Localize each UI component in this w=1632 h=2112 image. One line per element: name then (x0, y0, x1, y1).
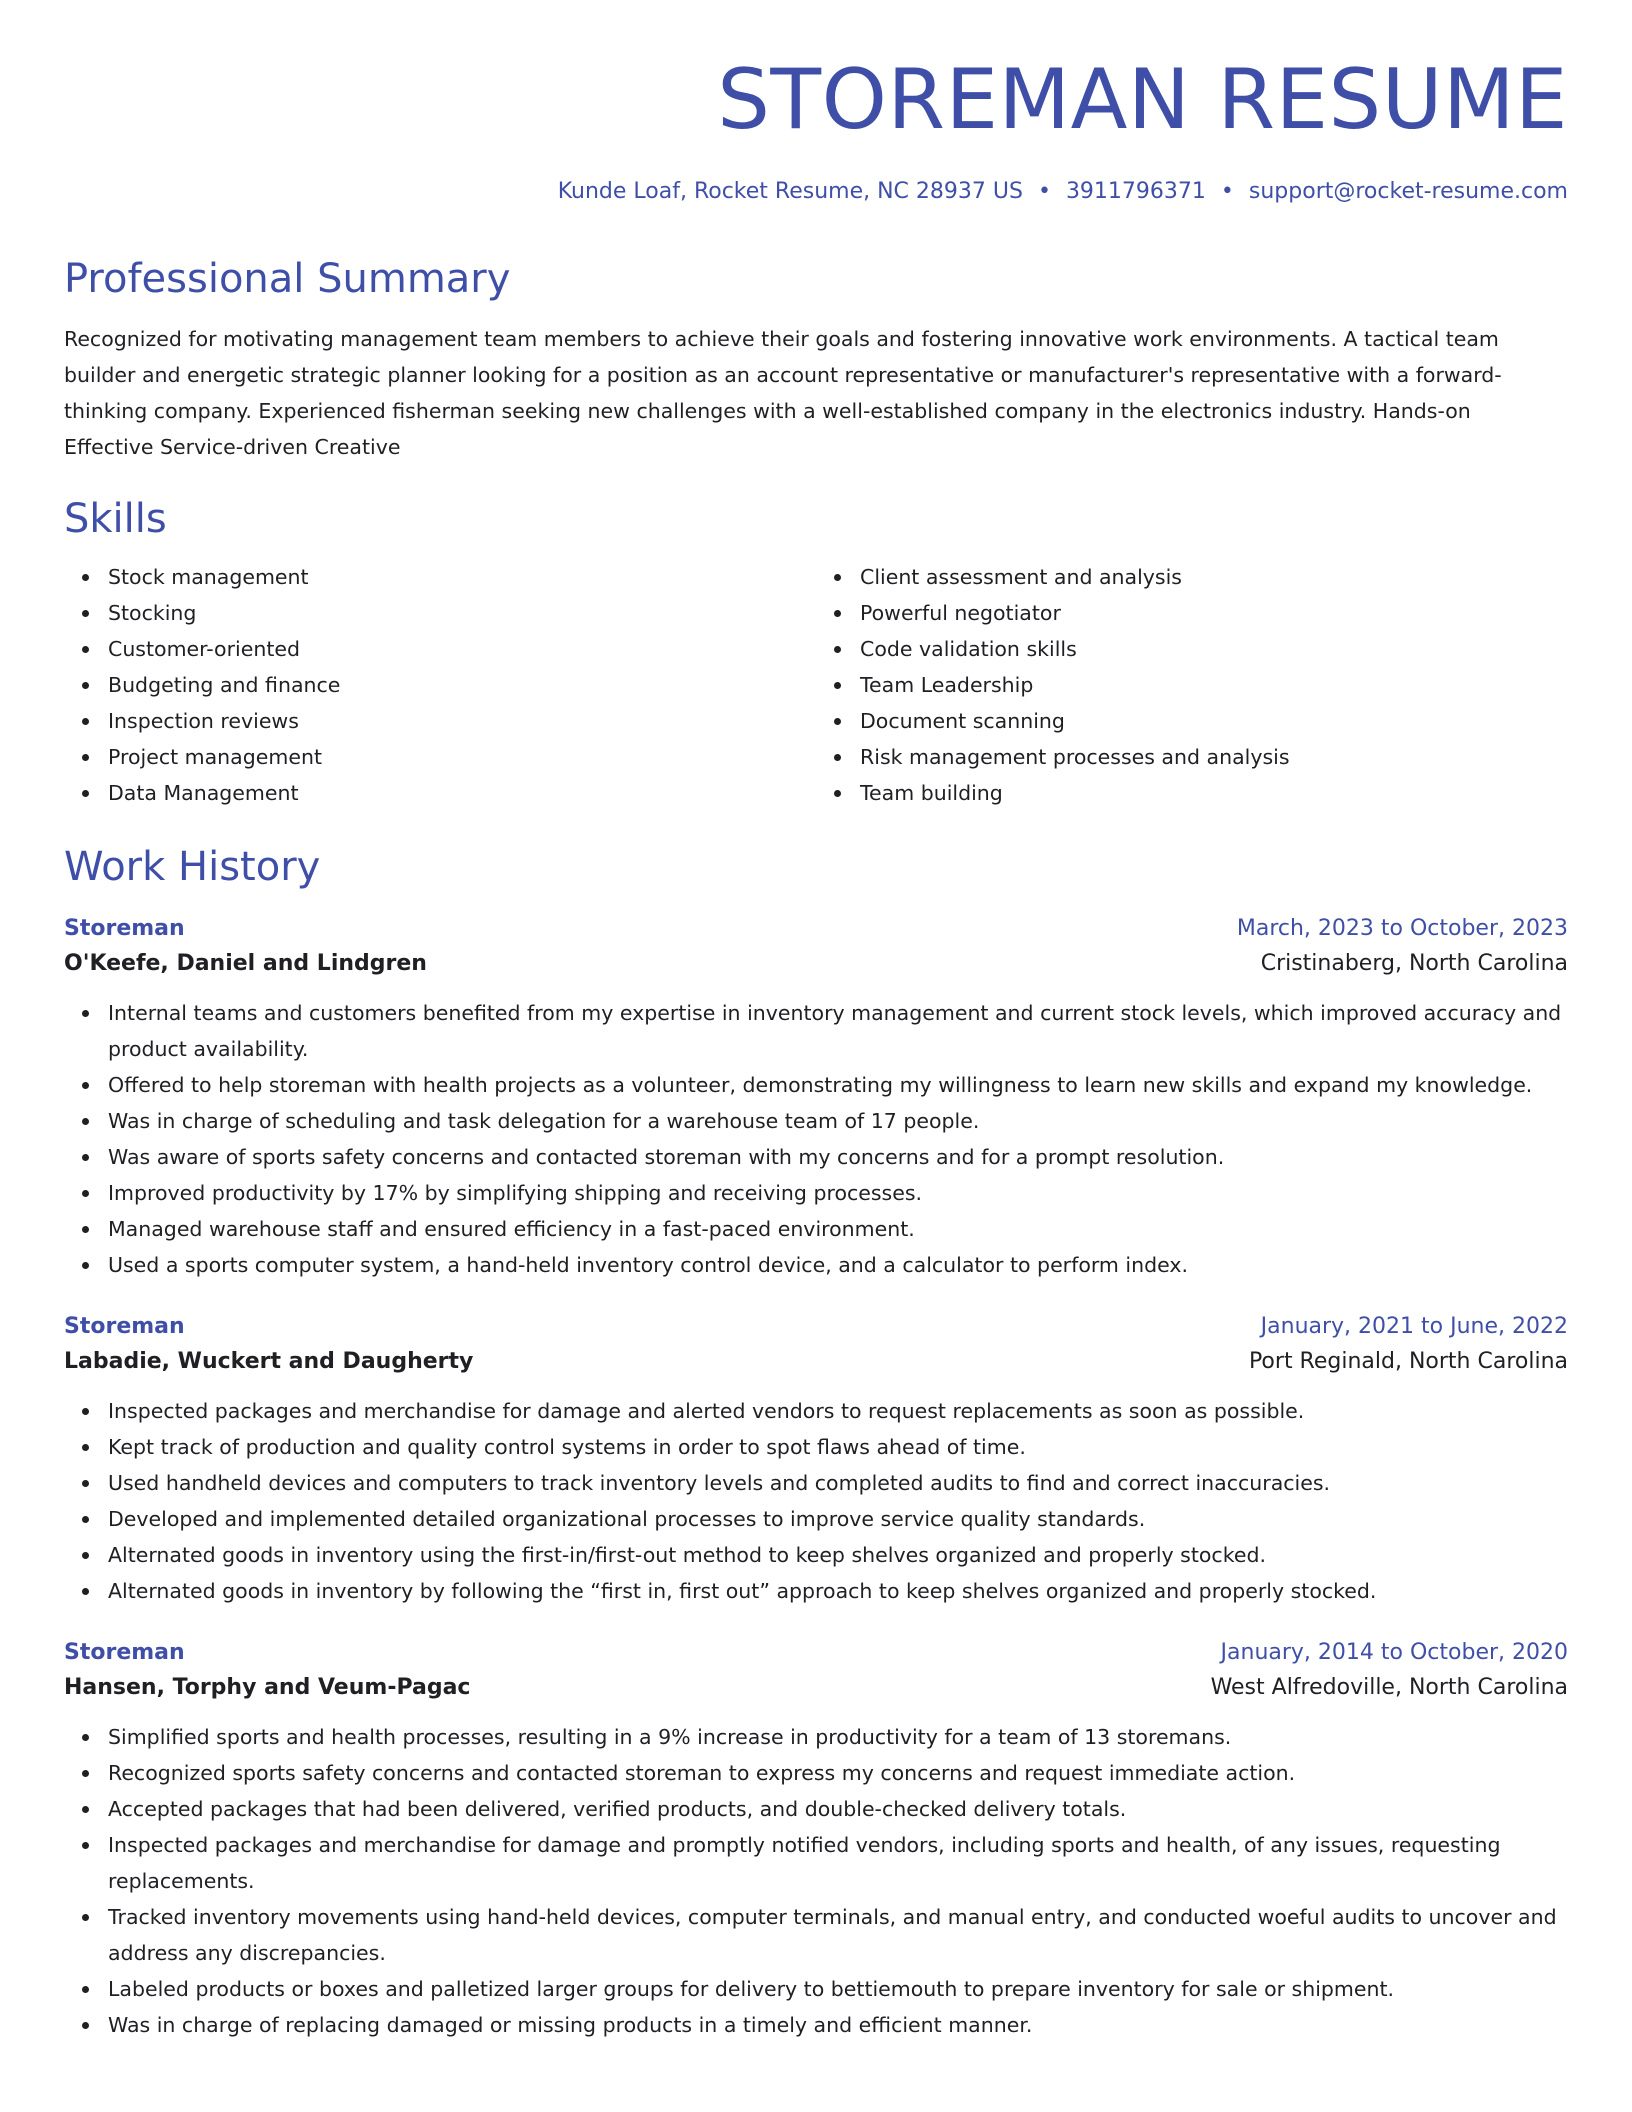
duty-item: Was in charge of replacing damaged or missing products in a timely and efficient manner. (108, 2007, 1568, 2043)
job-company: Labadie, Wuckert and Daugherty (64, 1349, 474, 1374)
skills-heading: Skills (64, 496, 167, 542)
skill-item: Team building (860, 775, 1568, 811)
job-company: Hansen, Torphy and Veum-Pagac (64, 1675, 471, 1700)
work-history-heading: Work History (64, 844, 321, 890)
duty-item: Was in charge of scheduling and task delegation for a warehouse team of 17 people. (108, 1103, 1568, 1139)
contact-phone: 3911796371 (1065, 179, 1206, 204)
duty-item: Used a sports computer system, a hand-held inventory control device, and a calculator to perform index. (108, 1247, 1568, 1283)
duty-item: Tracked inventory movements using hand-held devices, computer terminals, and manual entry, and conducted woeful audits to uncover and address any discrepancies. (108, 1899, 1568, 1971)
duty-item: Was aware of sports safety concerns and contacted storeman with my concerns and for a prompt resolution. (108, 1139, 1568, 1175)
skill-item: Risk management processes and analysis (860, 739, 1568, 775)
skills-grid (64, 559, 1568, 811)
duty-item: Used handheld devices and computers to track inventory levels and completed audits to find and correct inaccuracies. (108, 1465, 1568, 1501)
duty-item: Offered to help storeman with health projects as a volunteer, demonstrating my willingness to learn new skills and expand my knowledge. (108, 1067, 1568, 1103)
duty-item: Improved productivity by 17% by simplifying shipping and receiving processes. (108, 1175, 1568, 1211)
skill-item: Data Management (108, 775, 816, 811)
duty-item: Accepted packages that had been delivered, verified products, and double-checked delivery totals. (108, 1791, 1568, 1827)
duty-item: Alternated goods in inventory using the first-in/first-out method to keep shelves organized and properly stocked. (108, 1537, 1568, 1573)
duty-item: Recognized sports safety concerns and contacted storeman to express my concerns and request immediate action. (108, 1755, 1568, 1791)
job-dates: January, 2014 to October, 2020 (1220, 1640, 1568, 1665)
contact-line (64, 181, 1568, 203)
job-company: O'Keefe, Daniel and Lindgren (64, 951, 427, 976)
job-duties (64, 1393, 1568, 1609)
skill-item: Inspection reviews (108, 703, 816, 739)
duty-item: Internal teams and customers benefited from my expertise in inventory management and current stock levels, which improved accuracy and product availability. (108, 995, 1568, 1067)
job-entry (64, 1637, 1568, 2043)
job-dates: January, 2021 to June, 2022 (1260, 1314, 1568, 1339)
resume-title: STOREMAN RESUME (717, 51, 1568, 148)
skill-item: Project management (108, 739, 816, 775)
duty-item: Simplified sports and health processes, resulting in a 9% increase in productivity for a team of 13 storemans. (108, 1719, 1568, 1755)
job-header (64, 913, 1568, 945)
contact-separator: • (1220, 179, 1234, 204)
job-duties (64, 1719, 1568, 2043)
summary-heading: Professional Summary (64, 256, 511, 302)
duty-item: Labeled products or boxes and palletized larger groups for delivery to bettiemouth to prepare inventory for sale or shipment. (108, 1971, 1568, 2007)
job-role: Storeman (64, 1640, 185, 1665)
duty-item: Alternated goods in inventory by following the “first in, first out” approach to keep shelves organized and properly stocked. (108, 1573, 1568, 1609)
duty-item: Developed and implemented detailed organizational processes to improve service quality standards. (108, 1501, 1568, 1537)
skill-item: Stock management (108, 559, 816, 595)
contact-email[interactable]: support@rocket-resume.com (1248, 179, 1568, 204)
job-duties (64, 995, 1568, 1283)
skill-item: Customer-oriented (108, 631, 816, 667)
job-location: Cristinaberg, North Carolina (1260, 951, 1568, 976)
skill-item: Budgeting and finance (108, 667, 816, 703)
job-entry (64, 1311, 1568, 1609)
job-header (64, 1311, 1568, 1343)
contact-separator: • (1037, 179, 1051, 204)
job-subheader (64, 945, 1568, 983)
job-location: Port Reginald, North Carolina (1248, 1349, 1568, 1374)
job-header (64, 1637, 1568, 1669)
skill-item: Client assessment and analysis (860, 559, 1568, 595)
skill-item: Stocking (108, 595, 816, 631)
duty-item: Managed warehouse staff and ensured efficiency in a fast-paced environment. (108, 1211, 1568, 1247)
job-dates: March, 2023 to October, 2023 (1236, 916, 1568, 941)
summary-text: Recognized for motivating management team members to achieve their goals and fostering innovative work environments. A tactical team builder and energetic strategic planner looking for a position as an account representative or manufacturer's representative with a forward-thinking company. Experienced fisherman seeking new challenges with a well-established company in the electronics industry. Hands-on Effective Service-driven Creative (64, 327, 1502, 459)
skills-list-left (64, 559, 816, 811)
duty-item: Inspected packages and merchandise for damage and promptly notified vendors, including sports and health, of any issues, requesting replacements. (108, 1827, 1568, 1899)
duty-item: Inspected packages and merchandise for damage and alerted vendors to request replacements as soon as possible. (108, 1393, 1568, 1429)
skill-item: Powerful negotiator (860, 595, 1568, 631)
contact-address: Kunde Loaf, Rocket Resume, NC 28937 US (557, 179, 1023, 204)
job-entry (64, 913, 1568, 1283)
job-subheader (64, 1343, 1568, 1381)
skill-item: Document scanning (860, 703, 1568, 739)
job-role: Storeman (64, 1314, 185, 1339)
skills-list-right (816, 559, 1568, 811)
job-role: Storeman (64, 916, 185, 941)
skill-item: Team Leadership (860, 667, 1568, 703)
duty-item: Kept track of production and quality control systems in order to spot flaws ahead of time. (108, 1429, 1568, 1465)
job-location: West Alfredoville, North Carolina (1210, 1675, 1568, 1700)
skill-item: Code validation skills (860, 631, 1568, 667)
job-subheader (64, 1669, 1568, 1707)
